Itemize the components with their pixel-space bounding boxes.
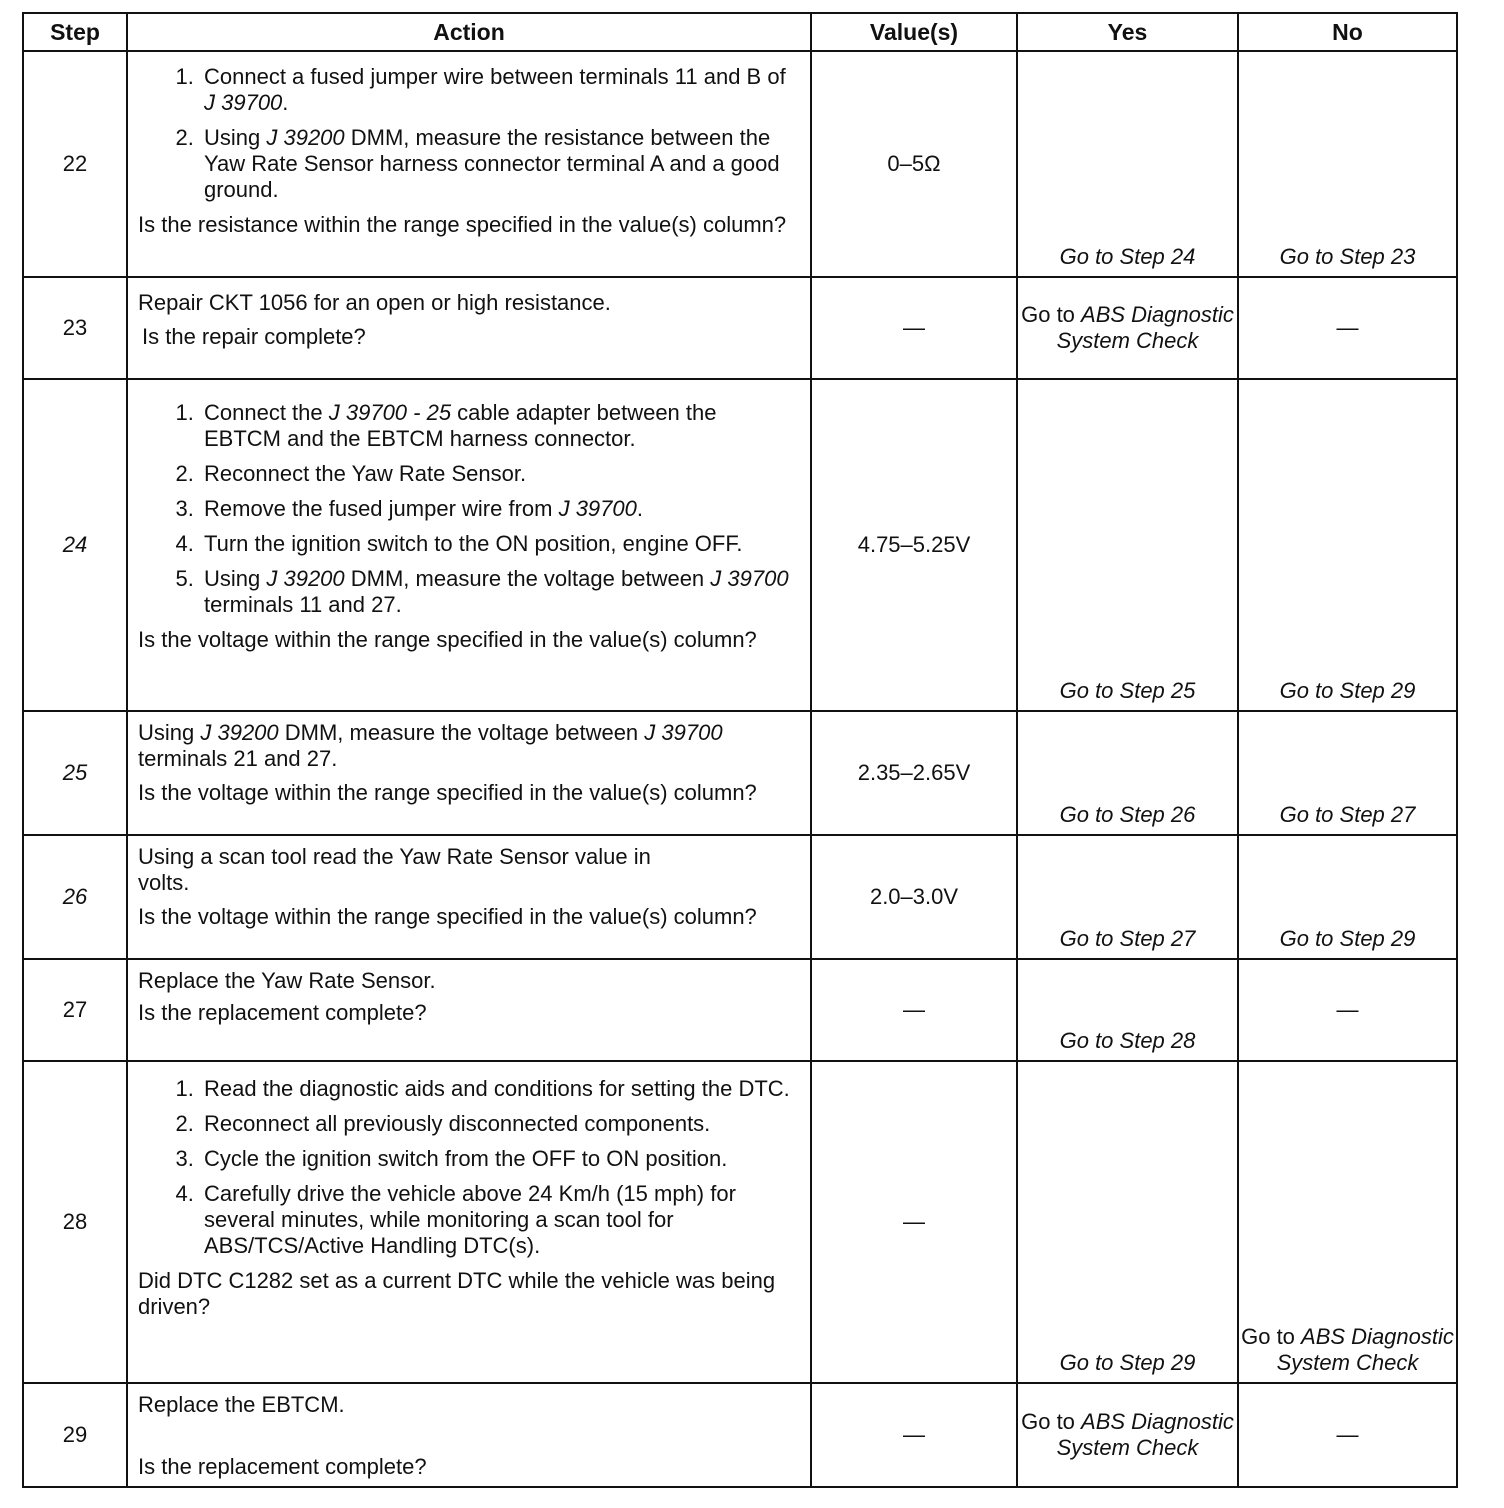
- no-result: Go to Step 29: [1238, 379, 1457, 711]
- value-cell: —: [811, 277, 1017, 379]
- no-result: Go to Step 23: [1238, 51, 1457, 277]
- header-no: No: [1238, 13, 1457, 51]
- action-question: Is the voltage within the range specified in the value(s) column?: [138, 780, 757, 805]
- table-row: [23, 277, 1457, 379]
- table-row: [23, 1383, 1457, 1487]
- action-text: Repair CKT 1056 for an open or high resistance.: [138, 290, 611, 315]
- no-result: Go to Step 27: [1238, 711, 1457, 835]
- action-cell: [127, 379, 811, 711]
- action-step: 1. Read the diagnostic aids and conditions for setting the DTC.: [200, 1076, 796, 1102]
- action-step: 2. Reconnect the Yaw Rate Sensor.: [200, 461, 796, 487]
- yes-result: Go to Step 25: [1017, 379, 1238, 711]
- action-step: 4. Turn the ignition switch to the ON position, engine OFF.: [200, 531, 796, 557]
- header-action: Action: [127, 13, 811, 51]
- action-step: 4. Carefully drive the vehicle above 24 Km/h (15 mph) for several minutes, while monitoring a scan tool for ABS/TCS/Active Handling DTC(s).: [200, 1181, 796, 1259]
- action-step: 1. Connect a fused jumper wire between terminals 11 and B of J 39700.: [200, 64, 796, 116]
- yes-result: Go to Step 24: [1017, 51, 1238, 277]
- action-question: Is the replacement complete?: [138, 1454, 427, 1479]
- yes-result: Go to Step 26: [1017, 711, 1238, 835]
- action-question: Is the resistance within the range specified in the value(s) column?: [138, 212, 787, 237]
- table-row: [23, 959, 1457, 1061]
- table-row: [23, 51, 1457, 277]
- action-cell: [127, 1383, 811, 1487]
- value-cell: 4.75–5.25V: [811, 379, 1017, 711]
- value-cell: —: [811, 959, 1017, 1061]
- table-row: [23, 835, 1457, 959]
- yes-result: Go to ABS Diagnostic System Check: [1017, 277, 1238, 379]
- value-cell: 2.35–2.65V: [811, 711, 1017, 835]
- diagnostic-table: [22, 12, 1458, 1488]
- table-row: [23, 379, 1457, 711]
- action-text: Using J 39200 DMM, measure the voltage between J 39700 terminals 21 and 27.: [138, 720, 723, 771]
- action-step: 3. Cycle the ignition switch from the OFF to ON position.: [200, 1146, 796, 1172]
- action-step: 3. Remove the fused jumper wire from J 39700.: [200, 496, 796, 522]
- header-values: Value(s): [811, 13, 1017, 51]
- yes-result: Go to Step 27: [1017, 835, 1238, 959]
- header-yes: Yes: [1017, 13, 1238, 51]
- action-step: 1. Connect the J 39700 - 25 cable adapter between the EBTCM and the EBTCM harness connector.: [200, 400, 796, 452]
- header-row: [23, 13, 1457, 51]
- action-cell: [127, 277, 811, 379]
- action-cell: [127, 959, 811, 1061]
- no-result: —: [1238, 277, 1457, 379]
- step-number: 29: [23, 1383, 127, 1487]
- action-text: Replace the Yaw Rate Sensor.: [138, 968, 436, 993]
- action-question: Is the repair complete?: [142, 324, 366, 349]
- action-cell: [127, 51, 811, 277]
- header-step: Step: [23, 13, 127, 51]
- step-number: 25: [23, 711, 127, 835]
- no-result: Go to Step 29: [1238, 835, 1457, 959]
- table-row: [23, 1061, 1457, 1383]
- no-result: Go to ABS Diagnostic System Check: [1238, 1061, 1457, 1383]
- step-number: 26: [23, 835, 127, 959]
- step-number: 27: [23, 959, 127, 1061]
- action-cell: [127, 711, 811, 835]
- value-cell: —: [811, 1383, 1017, 1487]
- step-number: 24: [23, 379, 127, 711]
- action-text: Using a scan tool read the Yaw Rate Sensor value in volts.: [138, 844, 651, 895]
- action-text: Replace the EBTCM.: [138, 1392, 345, 1417]
- action-question: Did DTC C1282 set as a current DTC while the vehicle was being driven?: [138, 1268, 776, 1319]
- no-result: —: [1238, 1383, 1457, 1487]
- step-number: 23: [23, 277, 127, 379]
- value-cell: —: [811, 1061, 1017, 1383]
- action-step: 2. Reconnect all previously disconnected components.: [200, 1111, 796, 1137]
- action-step: 5. Using J 39200 DMM, measure the voltage between J 39700 terminals 11 and 27.: [200, 566, 796, 618]
- action-step: 2. Using J 39200 DMM, measure the resistance between the Yaw Rate Sensor harness connector terminal A and a good ground.: [200, 125, 796, 203]
- action-question: Is the voltage within the range specified in the value(s) column?: [138, 627, 757, 652]
- value-cell: 0–5Ω: [811, 51, 1017, 277]
- action-question: Is the replacement complete?: [138, 1000, 427, 1025]
- step-number: 28: [23, 1061, 127, 1383]
- yes-result: Go to Step 28: [1017, 959, 1238, 1061]
- yes-result: Go to Step 29: [1017, 1061, 1238, 1383]
- step-number: 22: [23, 51, 127, 277]
- action-cell: [127, 1061, 811, 1383]
- action-cell: [127, 835, 811, 959]
- no-result: —: [1238, 959, 1457, 1061]
- yes-result: Go to ABS Diagnostic System Check: [1017, 1383, 1238, 1487]
- action-question: Is the voltage within the range specified in the value(s) column?: [138, 904, 757, 929]
- table-row: [23, 711, 1457, 835]
- value-cell: 2.0–3.0V: [811, 835, 1017, 959]
